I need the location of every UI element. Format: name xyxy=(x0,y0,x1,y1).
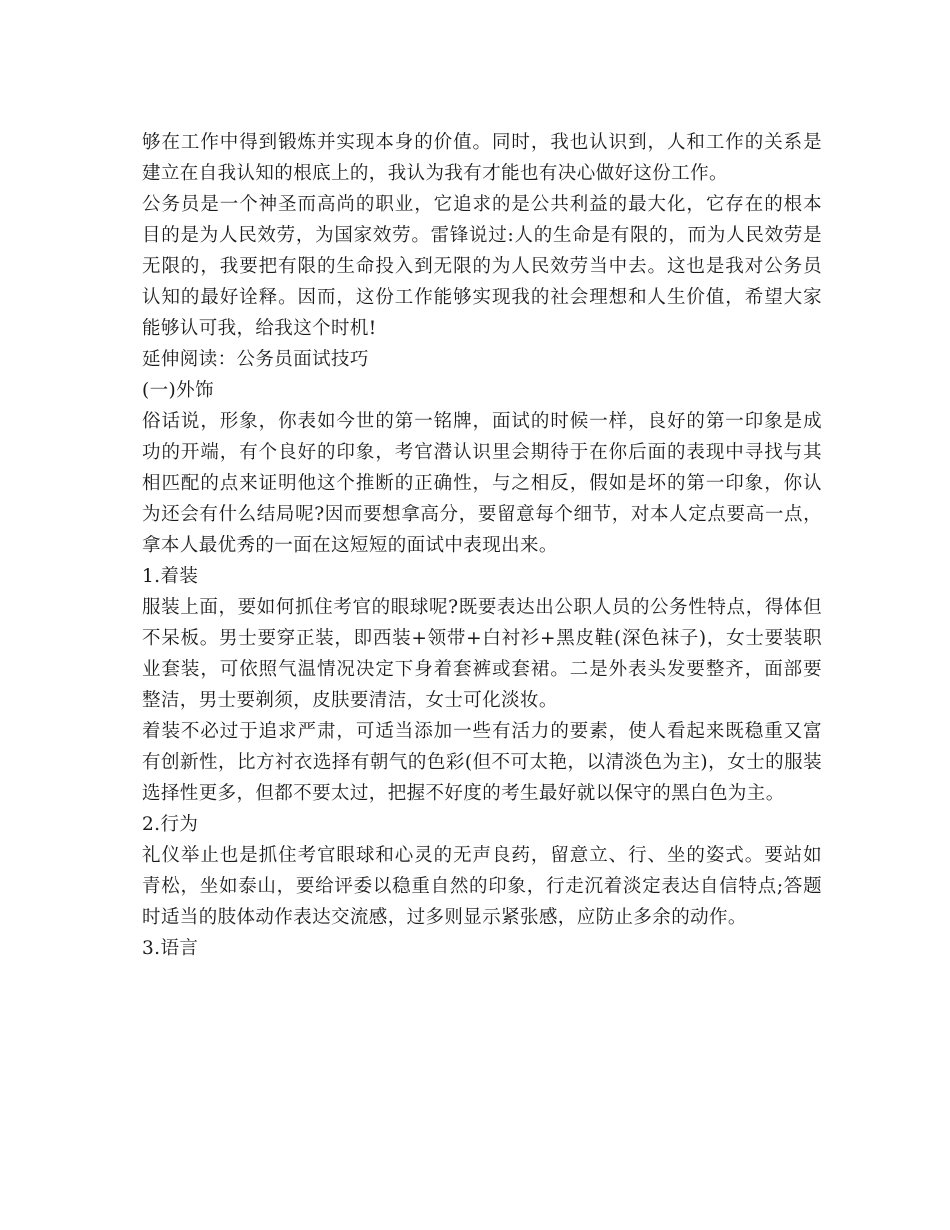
heading-extended-reading: 延伸阅读：公务员面试技巧 xyxy=(142,349,369,370)
paragraph-self-awareness: 够在工作中得到锻炼并实现本身的价值。同时，我也认识到，人和工作的关系是建立在自我认知的根底上的，我认为我有才能也有决心做好这份工作。 xyxy=(142,132,822,184)
heading-appearance: (一)外饰 xyxy=(142,380,214,401)
document-body xyxy=(142,127,822,964)
heading-behavior: 2.行为 xyxy=(142,814,199,835)
paragraph-attire: 服装上面，要如何抓住考官的眼球呢?既要表达出公职人员的公务性特点，得体但不呆板。男士要穿正装，即西装+领带+白衬衫+黑皮鞋(深色袜子)，女士要装职业套装，可依照气温情况决定下身着套裤或套裙。二是外表头发要整齐，面部要整洁，男士要剃须，皮肤要清洁，女士可化淡妆。 xyxy=(142,597,822,711)
heading-attire: 1.着装 xyxy=(142,566,199,587)
paragraph-first-impression: 俗话说，形象，你表如今世的第一铭牌，面试的时候一样，良好的第一印象是成功的开端，有个良好的印象，考官潜认识里会期待于在你后面的表现中寻找与其相匹配的点来证明他这个推断的正确性，与之相反，假如是坏的第一印象，你认为还会有什么结局呢?因而要想拿高分，要留意每个细节，对本人定点要高一点，拿本人最优秀的一面在这短短的面试中表现出来。 xyxy=(142,411,822,556)
paragraph-attire-style: 着装不必过于追求严肃，可适当添加一些有活力的要素，使人看起来既稳重又富有创新性，比方衬衣选择有朝气的色彩(但不可太艳，以清淡色为主)，女士的服装选择性更多，但都不要太过，把握不好度的考生最好就以保守的黑白色为主。 xyxy=(142,721,822,804)
paragraph-civil-servant: 公务员是一个神圣而高尚的职业，它追求的是公共利益的最大化，它存在的根本目的是为人民效劳，为国家效劳。雷锋说过:人的生命是有限的，而为人民效劳是无限的，我要把有限的生命投入到无限的为人民效劳当中去。这也是我对公务员认知的最好诠释。因而，这份工作能够实现我的社会理想和人生价值，希望大家能够认可我，给我这个时机! xyxy=(142,194,822,339)
paragraph-behavior: 礼仪举止也是抓住考官眼球和心灵的无声良药，留意立、行、坐的姿式。要站如青松，坐如泰山，要给评委以稳重自然的印象，行走沉着淡定表达自信特点;答题时适当的肢体动作表达交流感，过多则显示紧张感，应防止多余的动作。 xyxy=(142,845,822,928)
heading-language: 3.语言 xyxy=(142,938,199,959)
